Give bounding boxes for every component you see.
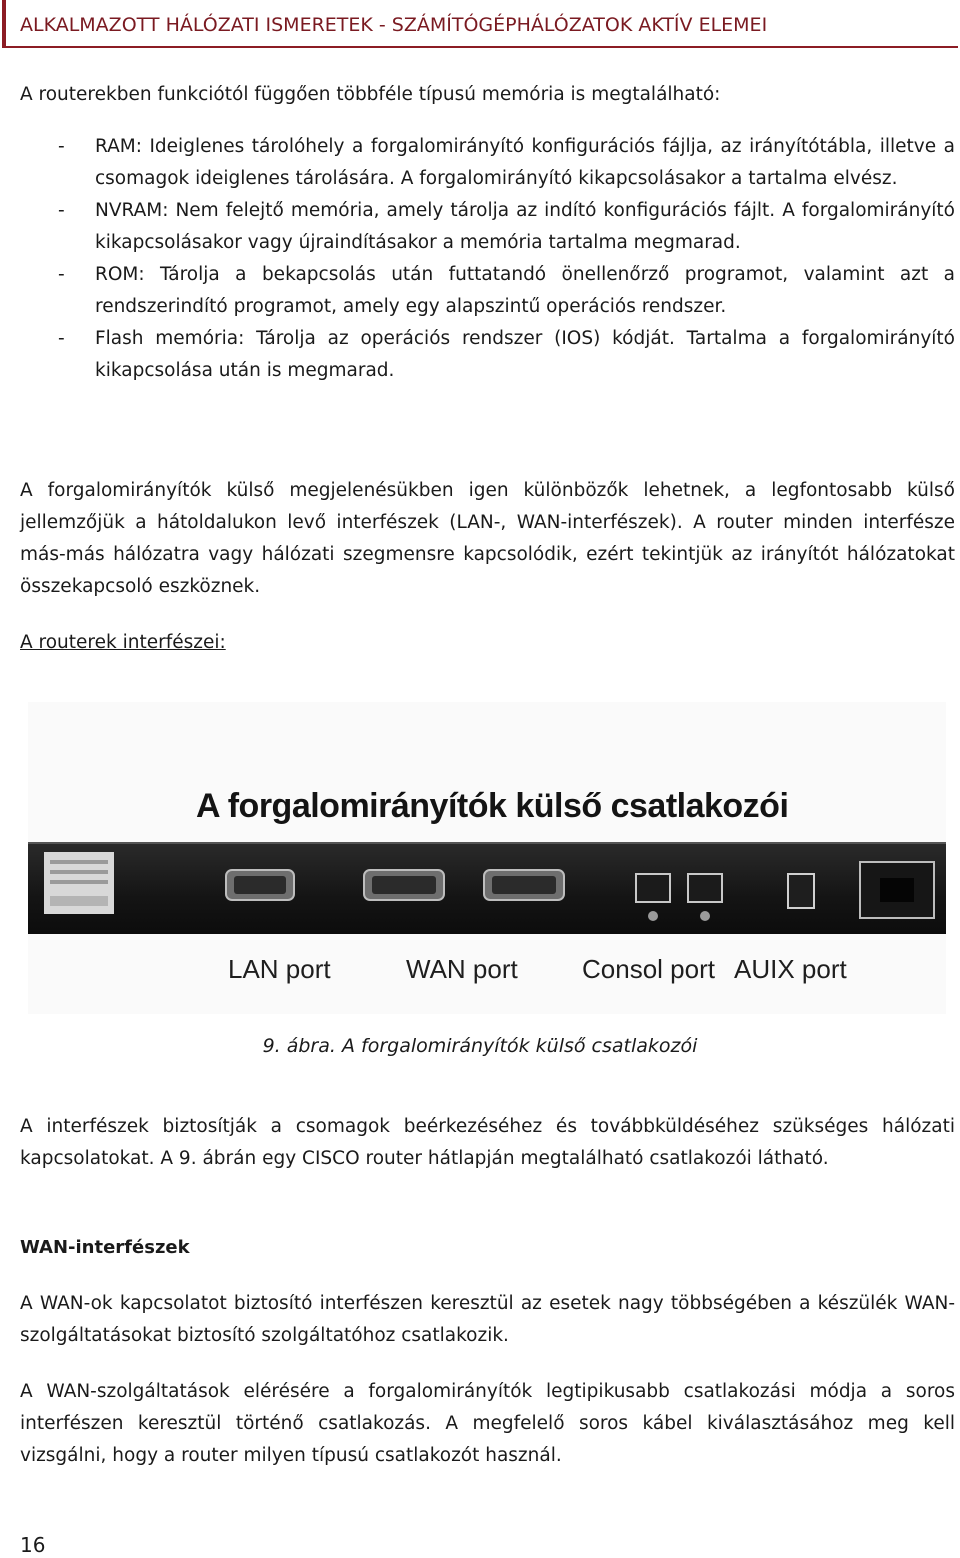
wan-heading: WAN-interfészek	[20, 1237, 190, 1258]
intro-paragraph: A routerekben funkciótól függően többféle típusú memória is megtalálható:	[20, 84, 721, 105]
wan-port-label: WAN port	[406, 954, 518, 984]
list-dash: -	[58, 200, 65, 221]
memory-types-list	[20, 131, 955, 387]
figure-caption: 9. ábra. A forgalomirányítók külső csatlakozói	[262, 1035, 698, 1057]
list-item-text: NVRAM: Nem felejtő memória, amely tárolja az indító konfigurációs fájlt. A forgalomirányító kikapcsolásakor vagy újraindításakor a memória tartalma megmarad.	[95, 200, 955, 253]
console-port-connector	[636, 874, 670, 902]
aux-port-connector	[688, 874, 722, 902]
page-number: 16	[20, 1533, 46, 1557]
header-rule	[2, 46, 958, 48]
list-item-text: ROM: Tárolja a bekapcsolás után futtatandó önellenőrző programot, valamint azt a rendszerindító programot, amely egy alapszintű operációs rendszer.	[95, 264, 955, 317]
list-item	[20, 131, 955, 195]
list-item-text: RAM: Ideiglenes tárolóhely a forgalomirányító konfigurációs fájlja, az irányítótábla, illetve a csomagok ideiglenes tárolására. A forgalomirányító kikapcsolásakor a tartalma elvész.	[95, 136, 955, 189]
header-title: ALKALMAZOTT HÁLÓZATI ISMERETEK - SZÁMÍTÓGÉPHÁLÓZATOK AKTÍV ELEMEI	[20, 14, 768, 36]
router-back-panel	[28, 842, 946, 934]
lan-port-label: LAN port	[228, 954, 331, 984]
console-port-label: Consol port	[582, 954, 715, 984]
external-appearance-paragraph: A forgalomirányítók külső megjelenésükben igen különbözők lehetnek, a legfontosabb külső jellemzőjük a hátoldalukon levő interfészek (LAN-, WAN-interfészek). A router minden interfésze más-más hálózatra vagy hálózati szegmensre kapcsolódik, ezért tekintjük az irányítót hálózatokat összekapcsoló eszköznek.	[20, 480, 955, 597]
list-dash: -	[58, 264, 65, 285]
list-item-text: Flash memória: Tárolja az operációs rendszer (IOS) kódját. Tartalma a forgalomirányító kikapcsolása után is megmarad.	[95, 328, 955, 381]
page-header	[0, 0, 960, 50]
wan-paragraph-1: A WAN-ok kapcsolatot biztosító interfészen keresztül az esetek nagy többségében a készülék WAN-szolgáltatásokat biztosító szolgáltatóhoz csatlakozik.	[20, 1293, 955, 1346]
aux-port-label: AUIX port	[734, 954, 847, 984]
interfaces-paragraph: A interfészek biztosítják a csomagok beérkezéséhez és továbbküldéséhez szükséges hálózati kapcsolatokat. A 9. ábrán egy CISCO router hátlapján megtalálható csatlakozói látható.	[20, 1116, 955, 1169]
figure-title: A forgalomirányítók külső csatlakozói	[196, 787, 789, 825]
wan-paragraph-2: A WAN-szolgáltatások elérésére a forgalomirányítók legtipikusabb csatlakozási módja a soros interfészen keresztül történő csatlakozás. A megfelelő soros kábel kiválasztásához meg kell vizsgálni, hogy a router milyen típusú csatlakozót használ.	[20, 1381, 955, 1466]
list-dash: -	[58, 328, 65, 349]
interfaces-heading: A routerek interfészei:	[20, 632, 226, 653]
power-switch	[788, 874, 814, 908]
list-item	[20, 323, 955, 387]
router-rear-panel-figure	[28, 702, 946, 1014]
list-item	[20, 259, 955, 323]
header-accent-bar	[2, 0, 6, 46]
list-item	[20, 195, 955, 259]
list-dash: -	[58, 136, 65, 157]
router-panel-drawing	[28, 844, 946, 934]
